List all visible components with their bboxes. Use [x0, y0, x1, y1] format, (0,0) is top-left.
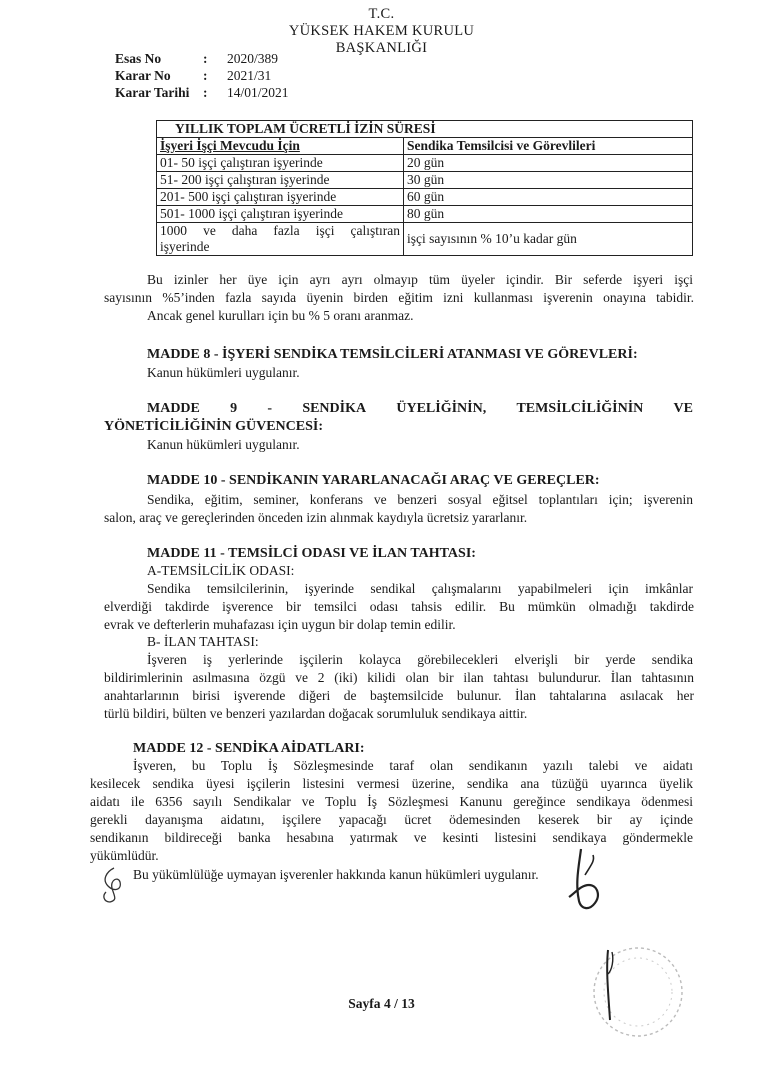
tarih-colon: : — [203, 85, 208, 100]
article-11-line: türlü bildiri, bülten ve benzeri yazılardan doğacak sorumluluk sendikaya aittir. — [104, 706, 528, 721]
esas-row — [115, 50, 289, 67]
article-8-title: MADDE 8 - İŞYERİ SENDİKA TEMSİLCİLERİ ATANMASI VE GÖREVLERİ: — [147, 347, 638, 362]
article-11-line: elverdiği takdirde işverence bir temsilci odası tahsis edilir. Bu mümkün olmadığı takdirde — [104, 599, 694, 614]
after-table-line: sayısının %5’inden fazla sayıda üyenin birden eğitim izni kullanması işverenin onayına tabidir. — [104, 290, 694, 305]
esas-colon: : — [203, 51, 208, 66]
article-11-title: MADDE 11 - TEMSİLCİ ODASI VE İLAN TAHTASI: — [147, 546, 476, 561]
tarih-value: 14/01/2021 — [227, 85, 289, 100]
article-11-line: İşveren iş yerlerinde işçilerin kolayca görebilecekleri elverişli bir yerde sendika — [147, 652, 693, 667]
tarih-label: Karar Tarihi — [115, 85, 190, 100]
table-cell-line: işyerinde — [160, 239, 210, 254]
article-12-line: aidatı ile 6356 sayılı Sendikalar ve Toplu İş Sözleşmesi Kanunu gereğince sendikaya ödenmesi — [90, 794, 693, 809]
article-12-line: gerekli dayanışma aidatını, işçilere yapacağı ücret ödemesinden keserek bir ay içinde — [90, 812, 693, 827]
article-9-word: TEMSİLCİLİĞİNİN — [516, 401, 644, 416]
article-12-line: sendikanın bildireceği banka hesabına yatırmak ve kesinti listesini sendikaya göndermekle — [90, 830, 693, 845]
article-11-sub-b: B- İLAN TAHTASI: — [147, 634, 259, 649]
table-cell-line: 1000 ve daha fazla işçi çalıştıran — [160, 223, 400, 238]
table-cell: 201- 500 işçi çalıştıran işyerinde — [157, 189, 404, 206]
article-11-line: bildirimlerinin asılmasına özgü ve 2 (iki) kilidi olan bir ilan tahtası bulundurur. İlan tahtasının — [104, 670, 694, 685]
header-tc: T.C. — [368, 6, 395, 22]
article-11-line: evrak ve defterlerin muhafazası için uygun bir dolap temin edilir. — [104, 617, 456, 632]
article-11-line: Sendika temsilcilerinin, işyerinde sendikal çalışmalarını yapabilmeleri için imkânlar — [147, 581, 693, 596]
page-number: 4 / 13 — [383, 996, 415, 1011]
article-12-title: MADDE 12 - SENDİKA AİDATLARI: — [133, 741, 365, 756]
article-9-word: 9 — [230, 401, 238, 416]
article-9-word: VE — [673, 401, 693, 416]
article-10-title: MADDE 10 - SENDİKANIN YARARLANACAĞI ARAÇ VE GEREÇLER: — [147, 473, 600, 488]
initials-signature — [96, 862, 136, 904]
article-9-word: MADDE — [147, 401, 200, 416]
after-table-line: Ancak genel kurulları için bu % 5 oranı aranmaz. — [147, 308, 414, 323]
table-row — [157, 223, 693, 256]
table-row — [157, 206, 693, 223]
page-label: Sayfa — [348, 996, 381, 1011]
table-cell: 01- 50 işçi çalıştıran işyerinde — [157, 155, 404, 172]
header-institution: YÜKSEK HAKEM KURULU — [288, 23, 475, 39]
karar-colon: : — [203, 68, 208, 83]
article-12-line: yükümlüdür. — [90, 848, 159, 863]
article-9-word: ÜYELİĞİNİN, — [396, 401, 487, 416]
table-title: YILLIK TOPLAM ÜCRETLİ İZİN SÜRESİ — [157, 121, 693, 138]
article-9-title-line2: YÖNETİCİLİĞİNİN GÜVENCESİ: — [104, 419, 323, 434]
case-metadata — [115, 50, 289, 101]
article-9-title — [147, 400, 693, 417]
table-cell: 20 gün — [404, 155, 693, 172]
article-9-word: SENDİKA — [302, 401, 367, 416]
table-cell — [157, 223, 404, 256]
article-9-word: - — [267, 401, 273, 416]
table-header-col2: Sendika Temsilcisi ve Görevlileri — [404, 138, 693, 155]
after-table-line: Bu izinler her üye için ayrı ayrı olmayıp tüm üyeler içindir. Bir seferde işyeri işçi — [147, 272, 693, 287]
karar-label: Karar No — [115, 68, 171, 83]
article-11-line: anahtarlarının birisi işverende diğeri de baştemsilcide bulunur. İlan tahtalarına asılacak her — [104, 688, 694, 703]
table-title-row — [157, 121, 693, 138]
article-11-sub-a: A-TEMSİLCİLİK ODASI: — [147, 563, 295, 578]
handwritten-signature — [545, 845, 615, 915]
table-header-row — [157, 138, 693, 155]
article-12-line: Bu yükümlülüğe uymayan işverenler hakkında kanun hükümleri uygulanır. — [133, 867, 539, 882]
table-row — [157, 189, 693, 206]
article-8-body: Kanun hükümleri uygulanır. — [147, 365, 300, 380]
article-12-line: kesilecek sendika üyesi işçilerin listesini vermesi üzerine, sendika ana tüzüğü uyarınca üyelik — [90, 776, 693, 791]
table-row — [157, 155, 693, 172]
karar-value: 2021/31 — [227, 68, 272, 83]
header-office: BAŞKANLIĞI — [335, 40, 428, 56]
article-10-line: salon, araç ve gereçlerinden önceden izin alınmak kaydıyla ücretsiz yararlanır. — [104, 510, 528, 525]
table-cell: işçi sayısının % 10’u kadar gün — [404, 223, 693, 256]
tarih-row — [115, 84, 289, 101]
table-cell: 51- 200 işçi çalıştıran işyerinde — [157, 172, 404, 189]
table-row — [157, 172, 693, 189]
esas-value: 2020/389 — [227, 51, 279, 66]
page-footer — [0, 996, 763, 1012]
leave-table — [156, 120, 693, 256]
article-9-body: Kanun hükümleri uygulanır. — [147, 437, 300, 452]
table-cell: 30 gün — [404, 172, 693, 189]
table-cell: 80 gün — [404, 206, 693, 223]
table-header-col1: İşyeri İşçi Mevcudu İçin — [157, 138, 404, 155]
article-10-line: Sendika, eğitim, seminer, konferans ve benzeri sosyal eğitsel toplantıları için; işverenin — [147, 492, 693, 507]
esas-label: Esas No — [115, 51, 162, 66]
table-cell: 60 gün — [404, 189, 693, 206]
karar-row — [115, 67, 289, 84]
official-stamp — [568, 930, 688, 1060]
table-cell: 501- 1000 işçi çalıştıran işyerinde — [157, 206, 404, 223]
article-12-line: İşveren, bu Toplu İş Sözleşmesinde taraf olan sendikanın yazılı talebi ve aidatı — [133, 758, 693, 773]
